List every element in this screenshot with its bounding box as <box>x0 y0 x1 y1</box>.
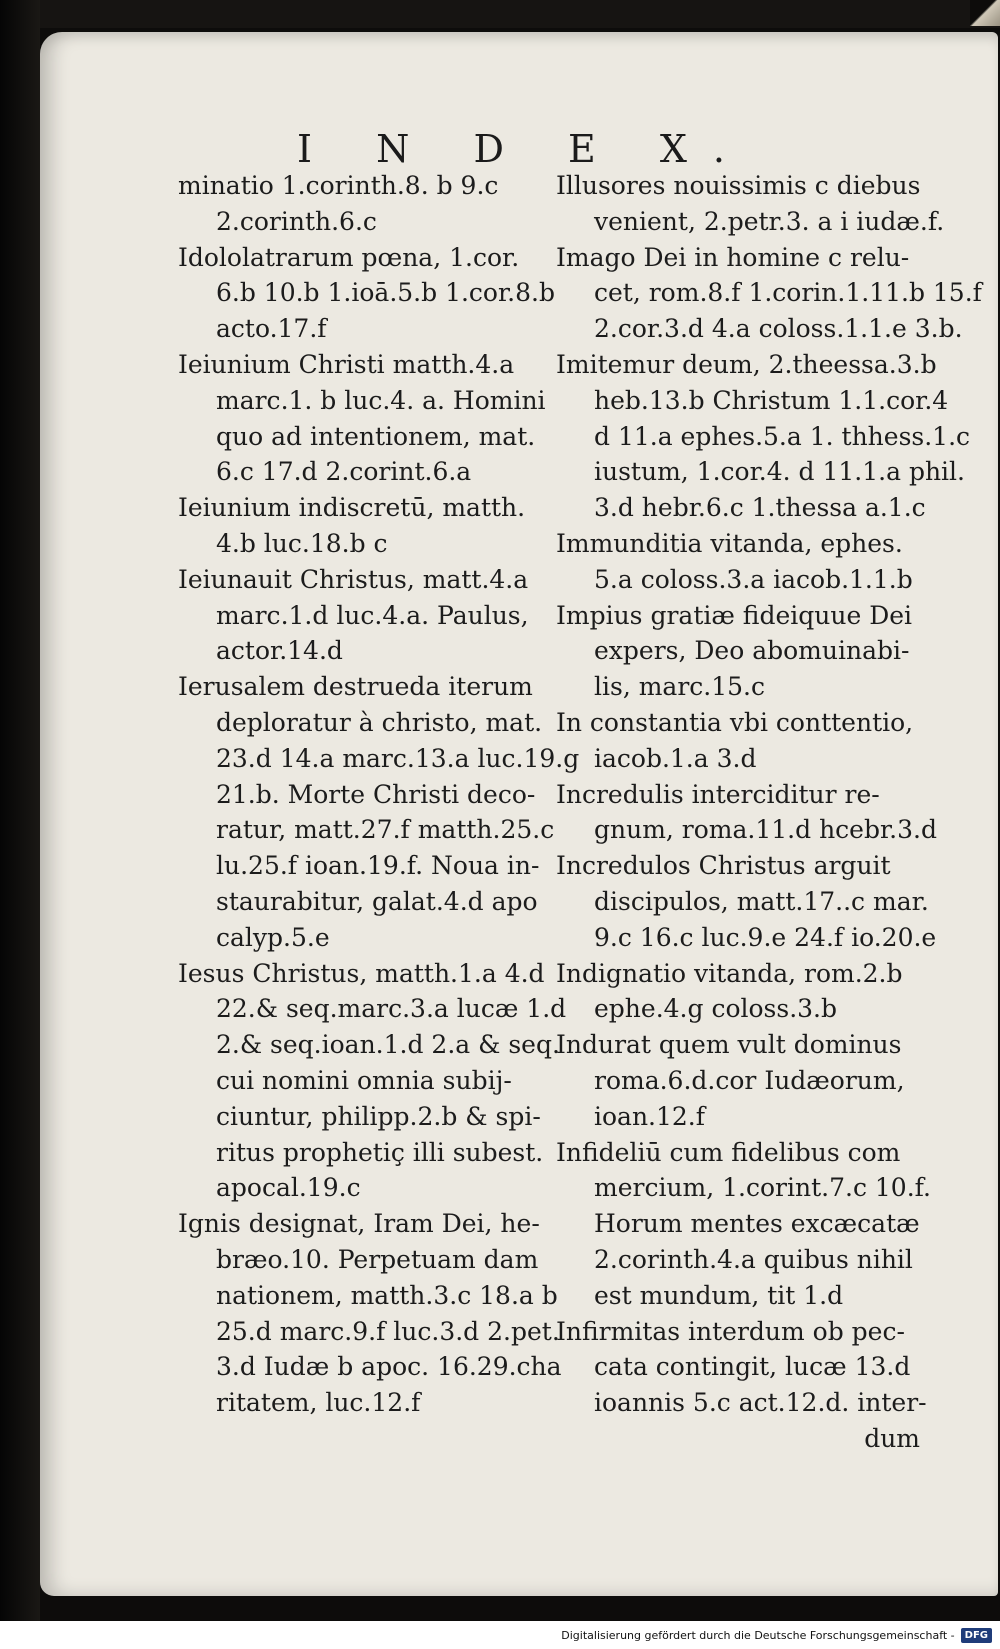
index-entry <box>556 526 956 598</box>
index-entry-heading: Idololatrarum pœna, 1.cor. <box>178 242 520 272</box>
index-entry-continuation: apocal.19.c <box>216 1173 361 1203</box>
index-entry-continuation: 21.b. Morte Christi deco- <box>216 779 536 809</box>
index-entry-continuation: ratur, matt.27.f matth.25.c <box>216 815 555 845</box>
index-entry-heading: Infirmitas interdum ob pec- <box>556 1316 905 1346</box>
index-entry-heading: Incredulis interciditur re- <box>556 779 880 809</box>
index-entry <box>556 347 971 526</box>
index-entry-continuation: 6.b 10.b 1.ioā.5.b 1.cor.8.b <box>216 278 555 308</box>
index-entry-continuation: ephe.4.g coloss.3.b <box>594 994 838 1024</box>
index-entry <box>178 490 578 562</box>
index-entry-continuation: staurabitur, galat.4.d apo <box>216 886 538 916</box>
book-spine-shadow <box>0 0 40 1649</box>
index-entry-heading: Ierusalem destrueda iterum <box>178 672 533 702</box>
index-entry-continuation: iustum, 1.cor.4. d 11.1.a phil. <box>594 457 965 487</box>
index-entry <box>556 1135 956 1314</box>
footer-credit-text: Digitalisierung gefördert durch die Deutsche Forschungsgemeinschaft - <box>561 1628 955 1642</box>
index-entry-heading: Immunditia vitanda, ephes. <box>556 528 903 558</box>
scan-top-border <box>0 0 1000 28</box>
index-entry <box>556 1027 956 1134</box>
index-entry-heading: Illusores nouissimis c diebus <box>556 171 921 200</box>
index-entry <box>178 562 578 669</box>
index-entry <box>556 956 956 1028</box>
index-entry-continuation: d 11.a ephes.5.a 1. thhess.1.c <box>594 421 971 451</box>
index-entry-continuation: 4.b luc.18.b c <box>216 528 388 558</box>
index-entry <box>178 347 578 490</box>
left-index-column <box>178 168 578 1421</box>
index-entry-continuation: 2.cor.3.d 4.a coloss.1.1.e 3.b. <box>594 314 963 344</box>
index-entry-continuation: 23.d 14.a marc.13.a luc.19.g <box>216 743 580 773</box>
index-entry-continuation: 5.a coloss.3.a iacob.1.1.b <box>594 564 913 594</box>
index-entry-heading: Incredulos Christus arguit <box>556 851 891 881</box>
index-entry-continuation: lu.25.f ioan.19.f. Noua in- <box>216 851 540 881</box>
index-entry-continuation: 3.d Iudæ b apoc. 16.29.cha <box>216 1352 562 1382</box>
index-entry-continuation: acto.17.f <box>216 314 327 344</box>
index-entry-continuation: 2.& seq.ioan.1.d 2.a & seq. <box>216 1030 560 1060</box>
index-entry-continuation: ioan.12.f <box>594 1101 706 1131</box>
index-entry-continuation: deploratur à christo, mat. <box>216 707 543 737</box>
index-entry-heading: Imago Dei in homine c relu- <box>556 242 910 272</box>
index-entry-heading: Ignis designat, Iram Dei, he- <box>178 1209 540 1239</box>
index-entry-continuation: discipulos, matt.17..c mar. <box>594 886 929 916</box>
index-entry-continuation: venient, 2.petr.3. a i iudæ.f. <box>594 206 945 236</box>
index-entry-continuation: marc.1.d luc.4.a. Paulus, <box>216 600 529 630</box>
index-entry <box>556 240 982 347</box>
index-entry-heading: Iesus Christus, matth.1.a 4.d <box>178 958 545 988</box>
index-entry-continuation: nationem, matth.3.c 18.a b <box>216 1280 558 1310</box>
index-entry-continuation: ioannis 5.c act.12.d. inter- <box>594 1388 927 1418</box>
index-entry-continuation: 6.c 17.d 2.corint.6.a <box>216 457 472 487</box>
index-entry-continuation: quo ad intentionem, mat. <box>216 421 536 451</box>
index-entry <box>178 1206 578 1421</box>
digitization-footer <box>0 1621 1000 1649</box>
index-entry-continuation: expers, Deo abomuinabi- <box>594 636 910 666</box>
index-entry-continuation: iacob.1.a 3.d <box>594 743 757 773</box>
index-entry-heading: Imitemur deum, 2.theessa.3.b <box>556 349 937 379</box>
index-entry-heading: Impius gratiæ fideiquue Dei <box>556 600 913 630</box>
index-entry-heading: Infideliū cum fidelibus com <box>556 1137 901 1167</box>
index-entry <box>178 168 578 240</box>
index-entry-continuation: 3.d hebr.6.c 1.thessa a.1.c <box>594 493 926 523</box>
page-corner-curl <box>970 0 1000 26</box>
index-entry-continuation: ciuntur, philipp.2.b & spi- <box>216 1101 541 1131</box>
index-entry-continuation: ritatem, luc.12.f <box>216 1388 421 1418</box>
index-entry-continuation: lis, marc.15.c <box>594 672 765 702</box>
index-entry-heading: Ieiunium Christi matth.4.a <box>178 349 515 379</box>
index-entry-heading: minatio 1.corinth.8. b 9.c <box>178 171 499 200</box>
right-index-column <box>556 168 982 1457</box>
index-entry-continuation: 25.d marc.9.f luc.3.d 2.pet. <box>216 1316 560 1346</box>
index-entry-continuation: mercium, 1.corint.7.c 10.f. <box>594 1173 931 1203</box>
index-entry-continuation: 2.corinth.6.c <box>216 206 377 236</box>
index-entry <box>178 669 578 955</box>
index-entry <box>556 848 956 955</box>
index-entry-continuation: heb.13.b Christum 1.1.cor.4 <box>594 385 949 415</box>
index-entry <box>178 956 578 1207</box>
index-entry-continuation: 2.corinth.4.a quibus nihil <box>594 1244 913 1274</box>
page-title: I N D E X. <box>297 127 751 171</box>
index-entry-continuation: cet, rom.8.f 1.corin.1.11.b 15.f <box>594 278 982 308</box>
index-entry-heading: Indurat quem vult dominus <box>556 1030 902 1060</box>
index-entry <box>556 598 956 705</box>
catchword: dum <box>864 1423 920 1453</box>
index-entry-continuation: cui nomini omnia subij- <box>216 1065 512 1095</box>
index-entry <box>178 240 578 347</box>
index-entry-continuation: gnum, roma.11.d hcebr.3.d <box>594 815 937 845</box>
index-entry-continuation: 22.& seq.marc.3.a lucæ 1.d <box>216 994 567 1024</box>
index-entry-continuation: actor.14.d <box>216 636 343 666</box>
index-entry-continuation: roma.6.d.cor Iudæorum, <box>594 1065 905 1095</box>
index-entry-heading: Ieiunauit Christus, matt.4.a <box>178 564 529 594</box>
index-entry-continuation: Horum mentes excæcatæ <box>594 1209 920 1239</box>
dfg-logo: DFG <box>961 1628 992 1643</box>
index-entry <box>556 705 956 777</box>
index-entry-continuation: marc.1. b luc.4. a. Homini <box>216 385 546 415</box>
index-entry-heading: Ieiunium indiscretū, matth. <box>178 493 526 523</box>
index-entry-continuation: ritus prophetiç illi subest. <box>216 1137 544 1167</box>
index-entry <box>556 168 956 240</box>
index-entry-continuation: bræo.10. Perpetuam dam <box>216 1244 539 1274</box>
index-entry <box>556 777 956 849</box>
index-entry-heading: Indignatio vitanda, rom.2.b <box>556 958 903 988</box>
index-entry-continuation: calyp.5.e <box>216 922 330 952</box>
index-entry-heading: In constantia vbi conttentio, <box>556 707 914 737</box>
index-entry <box>556 1314 956 1421</box>
index-entry-continuation: 9.c 16.c luc.9.e 24.f io.20.e <box>594 922 937 952</box>
index-entry-continuation: cata contingit, lucæ 13.d <box>594 1352 911 1382</box>
index-entry-continuation: est mundum, tit 1.d <box>594 1280 844 1310</box>
